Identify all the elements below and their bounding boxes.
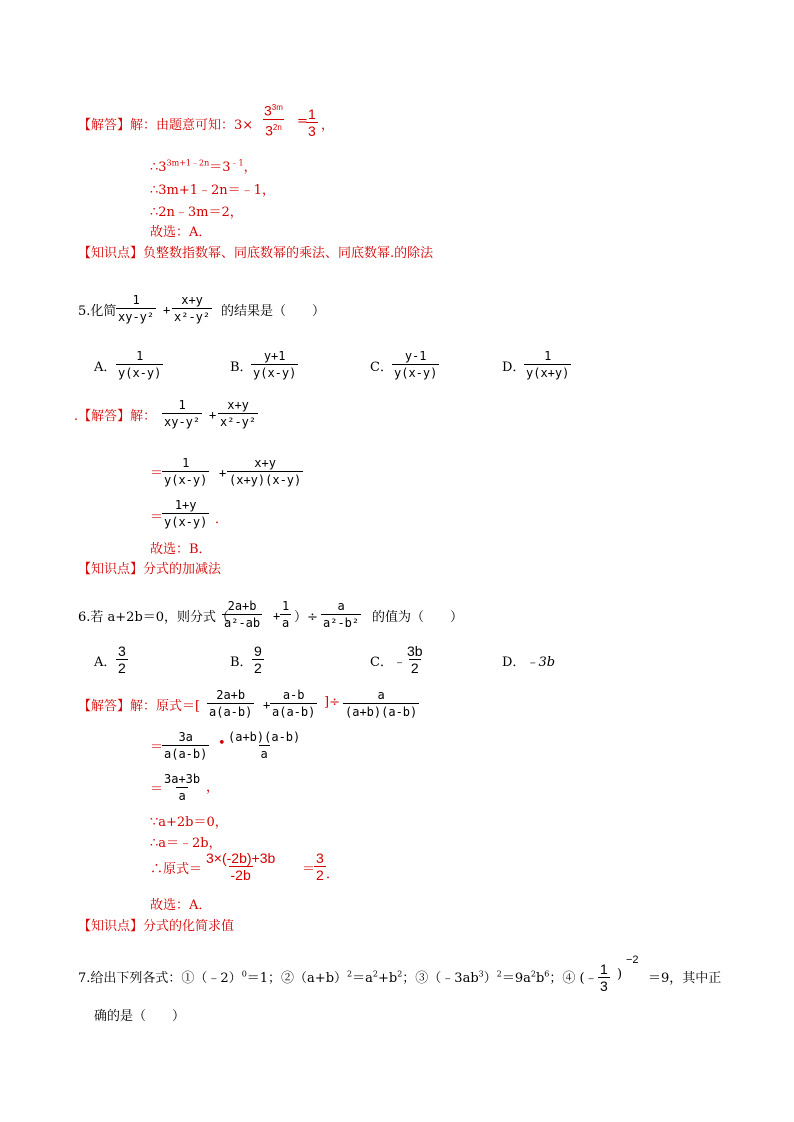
knowledge-text: 分式的加减法: [143, 562, 222, 577]
q7-line1: [78, 967, 598, 986]
q7-fraction-exponent: −2: [626, 954, 639, 966]
exp-2a: 2: [347, 969, 353, 979]
numerator: 3b: [407, 643, 423, 659]
denominator: a(a-b): [272, 705, 316, 719]
numerator: 2a+b: [216, 688, 246, 702]
numerator: a-b: [282, 688, 305, 702]
q6-option-c-fraction: [405, 643, 425, 676]
part-8: b: [535, 971, 545, 986]
denominator: x²-y²: [174, 310, 211, 324]
numerator: 2a+b: [227, 599, 257, 613]
q6-answer-line: [78, 695, 200, 714]
numerator: 3a: [178, 730, 193, 744]
exp-0: 0: [241, 969, 247, 979]
q6-final-end: ．: [326, 867, 340, 882]
q6-choice: 故选：A．: [150, 898, 212, 913]
close-paren: ): [617, 967, 623, 982]
numerator: x+y: [181, 293, 203, 307]
numerator: 1+y: [174, 498, 197, 512]
part-7: ＝9a: [501, 971, 531, 986]
part-9: ；④ (﹣: [549, 971, 598, 986]
exp-6: 6: [544, 969, 550, 979]
q5-solution-plus: +: [209, 408, 217, 422]
q4-step2: ∴3m+1﹣2n＝﹣1，: [150, 183, 275, 198]
step1-base: ∴3: [150, 160, 167, 175]
q5-option-d-fraction: [524, 348, 571, 381]
q4-tail: ，: [321, 118, 335, 133]
knowledge-text: 负整数指数幂、同底数幂的乘法、同底数幂.的除法: [143, 246, 434, 261]
denominator: a: [178, 789, 186, 803]
denominator: y(x-y): [118, 366, 162, 380]
q6-equals-2: ＝: [150, 740, 164, 755]
q7-line1-tail: ＝9，其中正: [648, 971, 722, 986]
knowledge-label: 【知识点】: [78, 246, 144, 261]
q6-solution-divide: ]÷: [324, 695, 340, 710]
exp-2d: 2: [496, 969, 502, 979]
option-text: ﹣3b: [525, 655, 556, 670]
knowledge-text: 分式的化简求值: [143, 919, 235, 934]
part-5: ；③（﹣3ab: [402, 971, 479, 986]
step1-exponent: 3m+1﹣2n: [166, 158, 210, 168]
q5-option-b-fraction: [251, 348, 298, 381]
q6-because: ∵a+2b＝0，: [150, 815, 228, 830]
part-6: ）: [483, 971, 497, 986]
numerator: 3: [316, 850, 324, 866]
q7-fraction: [598, 961, 610, 994]
q6-solution-fraction-6: [162, 771, 202, 804]
q4-step1: [150, 156, 257, 175]
q7-fraction-close: [617, 967, 622, 982]
q5-solution-fraction-4: [227, 455, 303, 488]
q5-solution-fraction-2: [218, 397, 258, 430]
q6-therefore: ∴a＝﹣2b，: [150, 836, 222, 851]
q6-solution-plus: +: [263, 698, 271, 712]
numerator: x+y: [254, 456, 276, 470]
q6-solution-comma: ，: [206, 780, 220, 795]
q5-plus: +: [163, 303, 171, 317]
exp-2e: 2: [530, 969, 536, 979]
answer-text: 解：原式＝[: [130, 699, 201, 714]
denominator: xy-y²: [164, 415, 201, 429]
denominator: y(x-y): [253, 366, 297, 380]
q4-step3: ∴2n﹣3m＝2，: [150, 205, 243, 220]
stray-dot: .: [74, 409, 79, 424]
numerator: 3a+3b: [164, 772, 201, 786]
denominator: a: [260, 747, 268, 761]
denominator: a²-ab: [224, 616, 261, 630]
q5-solution-fraction-3: [162, 455, 209, 488]
q6-fraction-3: [321, 598, 361, 631]
denominator: a(a-b): [209, 705, 253, 719]
step1-rest-exponent: ﹣1: [230, 158, 244, 168]
numerator: y-1: [404, 349, 427, 363]
answer-text: 解：由题意可知：3×: [130, 118, 254, 133]
denominator: (a+b)(a-b): [345, 705, 418, 719]
denominator: y(x+y): [526, 366, 570, 380]
q6-fraction-1: [222, 598, 262, 631]
q4-knowledge: [78, 242, 433, 261]
denominator: y(x-y): [164, 473, 208, 487]
denominator: x²-y²: [220, 415, 257, 429]
q6-divide: ）÷: [294, 610, 318, 625]
numerator: 3×(-2b)+3b: [206, 850, 276, 866]
q5-solution-end: ．: [215, 512, 229, 527]
q5-answer-line: [74, 405, 156, 424]
q6-knowledge: [78, 915, 234, 934]
q6-solution-fraction-3: [343, 687, 419, 720]
q6-lead: 6.若 a+2b＝0，则分式（: [78, 610, 230, 625]
denominator: 2: [410, 660, 419, 676]
q5-equals-2: ＝: [150, 466, 164, 481]
denominator: xy-y²: [118, 310, 155, 324]
q4-fraction-main: [262, 100, 285, 138]
numerator: 1: [178, 398, 186, 412]
numerator: 3: [264, 102, 272, 119]
q5-option-c-label: C．: [370, 360, 393, 375]
minus-sign: ﹣: [392, 655, 406, 670]
answer-label: 【解答】: [78, 699, 131, 714]
q6-option-b-label: B．: [230, 655, 253, 670]
q5-fraction-2: [172, 292, 212, 325]
q6-option-a-label: A．: [94, 655, 117, 670]
q5-lead: 5.化简: [78, 304, 117, 319]
numerator-exponent: 3m: [271, 103, 283, 112]
q6-fraction-2: [280, 598, 291, 631]
q5-option-a-fraction: [116, 348, 163, 381]
q4-fraction-result: [306, 106, 318, 139]
exp-3: 3: [478, 969, 484, 979]
q6-solution-fraction-5: [226, 729, 302, 762]
numerator: 1: [182, 456, 190, 470]
numerator: 1: [600, 961, 608, 977]
step1-end: ，: [243, 160, 257, 175]
label: D．: [502, 655, 526, 670]
q6-option-a-fraction: [116, 643, 128, 676]
q6-option-c-label: [370, 651, 406, 670]
numerator: 3: [118, 643, 126, 659]
q5-solution-plus-2: +: [219, 466, 227, 480]
q6-solution-fraction-1: [207, 687, 254, 720]
denominator: 2: [254, 660, 262, 676]
q6-final-result: [314, 850, 326, 883]
q6-option-b-fraction: [252, 643, 264, 676]
denominator: 3: [265, 122, 273, 139]
q4-equals: =: [297, 114, 308, 129]
answer-label: 【解答】: [78, 118, 131, 133]
q6-multiply-dot: •: [218, 736, 226, 751]
knowledge-label: 【知识点】: [78, 562, 144, 577]
numerator: 1: [308, 106, 316, 122]
q6-plus: +: [273, 609, 281, 623]
numerator: a: [377, 688, 385, 702]
denominator: a(a-b): [164, 747, 208, 761]
answer-label: 【解答】: [78, 409, 131, 424]
q4-answer-line: [78, 114, 253, 133]
q6-final-lead: ∴原式＝: [150, 862, 203, 877]
q7-line2: 确的是（ ）: [94, 1009, 186, 1024]
q6-option-d: [502, 651, 555, 670]
step1-rest: ＝3: [209, 160, 231, 175]
q5-solution-fraction-5: [162, 497, 209, 530]
part-1: 7.给出下列各式：①（﹣2）: [78, 971, 242, 986]
q5-knowledge: [78, 558, 221, 577]
q6-tail: 的值为（ ）: [372, 610, 464, 625]
q6-final-equals: ＝: [302, 862, 316, 877]
q5-option-c-fraction: [392, 348, 439, 381]
q6-final-fraction: [204, 850, 277, 883]
denominator: (x+y)(x-y): [229, 473, 302, 487]
q5-option-b-label: B．: [230, 360, 253, 375]
answer-text: 解：: [130, 409, 157, 424]
denominator-exponent: 2n: [272, 122, 282, 132]
numerator: (a+b)(a-b): [228, 730, 301, 744]
numerator: 1: [544, 349, 552, 363]
q6-solution-fraction-4: [162, 729, 209, 762]
part-3: ＝a: [352, 971, 373, 986]
denominator: a: [282, 616, 290, 630]
part-4: +b: [377, 971, 398, 986]
denominator: 2: [118, 660, 126, 676]
denominator: y(x-y): [164, 515, 208, 529]
denominator: y(x-y): [394, 366, 438, 380]
q5-option-d-label: D．: [502, 360, 526, 375]
denominator: 2: [316, 867, 324, 883]
numerator: y+1: [263, 349, 286, 363]
numerator: 1: [282, 599, 290, 613]
q5-tail: 的结果是（ ）: [221, 304, 326, 319]
q5-equals-3: ＝: [150, 510, 164, 525]
q5-option-a-label: A．: [94, 360, 117, 375]
numerator: 1: [136, 349, 144, 363]
exp-2b: 2: [372, 969, 378, 979]
denominator: a²-b²: [323, 616, 360, 630]
numerator: x+y: [227, 398, 249, 412]
exp-2c: 2: [397, 969, 403, 979]
q6-solution-fraction-2: [270, 687, 317, 720]
part-2: ＝1；②（a+b）: [246, 971, 348, 986]
q5-solution-fraction-1: [162, 397, 202, 430]
numerator: 9: [254, 643, 262, 659]
numerator: a: [337, 599, 345, 613]
denominator: -2b: [230, 867, 251, 883]
denominator: 3: [308, 123, 316, 139]
q5-choice: 故选：B．: [150, 542, 212, 557]
denominator: 3: [600, 978, 608, 994]
numerator: 1: [132, 293, 140, 307]
knowledge-label: 【知识点】: [78, 919, 144, 934]
q5-fraction-1: [116, 292, 156, 325]
label: C．: [370, 655, 393, 670]
q6-equals-3: ＝: [150, 782, 164, 797]
q4-choice: 故选：A．: [150, 225, 212, 240]
